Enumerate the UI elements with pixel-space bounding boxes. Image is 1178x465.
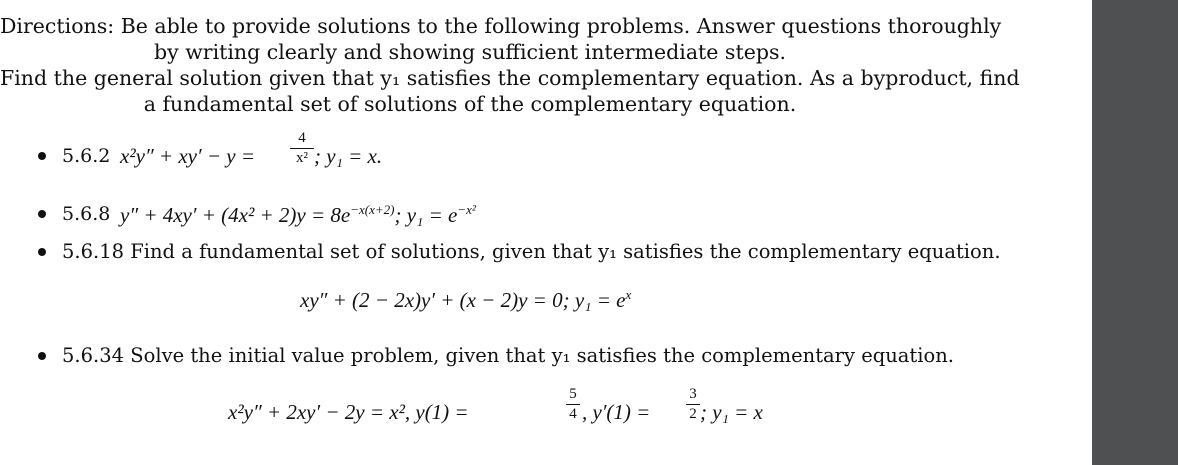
tail-exponent: −x² xyxy=(457,202,476,217)
problem-text: Find a fundamental set of solutions, given that y₁ satisfies the complementary equation. xyxy=(130,240,1001,263)
instruction-line-1: Find the general solution given that y₁ satisfies the complementary equation. As a byproduct, find xyxy=(0,66,1020,90)
fraction xyxy=(290,130,314,167)
fraction-numerator: 5 xyxy=(569,386,577,402)
problem-label-text xyxy=(62,344,954,367)
fraction-denominator: 2 xyxy=(689,406,697,422)
bullet xyxy=(38,210,46,218)
problem-equation: x²y″ + 2xy′ − 2y = x², y(1) = xyxy=(228,400,469,424)
fraction-bar xyxy=(566,404,580,405)
bullet xyxy=(38,248,46,256)
equation-exponent: x xyxy=(625,287,632,302)
fraction-numerator: 3 xyxy=(689,386,697,402)
problem-equation: x²y″ + xy′ − y = xyxy=(120,144,256,168)
directions-line-2: by writing clearly and showing sufficient intermediate steps. xyxy=(154,40,786,64)
fraction-denominator: x² xyxy=(296,150,308,166)
bullet xyxy=(38,152,46,160)
problem-label: 5.6.8 xyxy=(62,203,111,225)
equation-main: xy″ + (2 − 2x)y′ + (x − 2)y = 0; y₁ = e xyxy=(300,288,626,312)
equation-main: y″ + 4xy′ + (4x² + 2)y = 8e xyxy=(120,203,351,227)
bullet xyxy=(38,352,46,360)
fraction-numerator: 4 xyxy=(298,130,306,146)
problem-tail: ; y₁ = x xyxy=(700,400,763,424)
instruction-line-2: a fundamental set of solutions of the complementary equation. xyxy=(143,92,797,116)
fraction-denominator: 4 xyxy=(569,406,577,422)
problem-tail: ; y₁ = x. xyxy=(314,144,383,168)
fraction-bar xyxy=(686,404,700,405)
problem-equation xyxy=(120,202,476,228)
fraction-bar xyxy=(290,148,314,149)
equation-tail: ; y₁ = e xyxy=(394,203,458,227)
problem-label: 5.6.18 xyxy=(62,240,125,263)
problem-label: 5.6.2 xyxy=(62,145,111,167)
scrollbar[interactable] xyxy=(1092,0,1178,465)
equation-exponent: −x(x+2) xyxy=(350,202,395,217)
fraction xyxy=(566,386,580,423)
problem-label-text xyxy=(62,240,1001,263)
equation-mid: , y′(1) = xyxy=(582,400,651,424)
fraction xyxy=(686,386,700,423)
directions-line-1: Directions: Be able to provide solutions to the following problems. Answer questions thoroughly xyxy=(0,14,1002,38)
problem-text: Solve the initial value problem, given that y₁ satisfies the complementary equation. xyxy=(130,344,954,367)
problem-equation xyxy=(300,287,631,313)
problem-label: 5.6.34 xyxy=(62,344,125,367)
